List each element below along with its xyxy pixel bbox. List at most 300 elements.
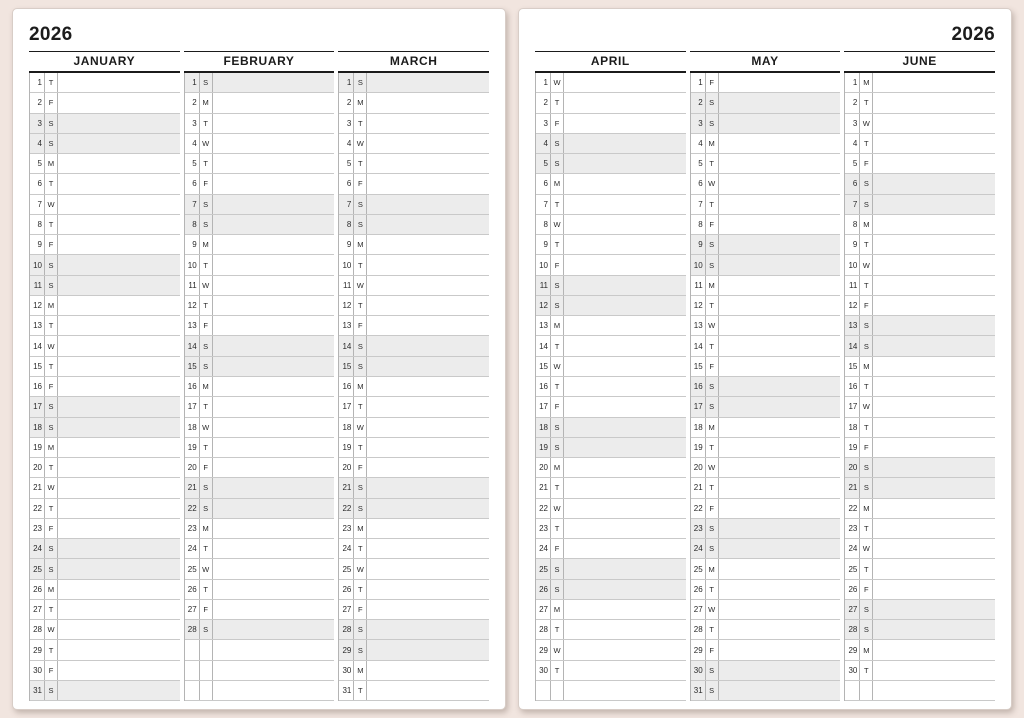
day-number: 9 (536, 235, 551, 254)
day-number: 21 (536, 478, 551, 497)
weekday-letter: F (200, 316, 213, 335)
note-area (213, 661, 335, 680)
note-area (58, 640, 180, 659)
weekday-letter: M (45, 438, 58, 457)
day-number: 11 (536, 276, 551, 295)
day-number: 22 (30, 499, 45, 518)
note-area (873, 357, 995, 376)
weekday-letter: S (200, 620, 213, 639)
month-column-april (535, 51, 686, 701)
note-area (719, 438, 841, 457)
day-number: 2 (691, 93, 706, 112)
note-area (719, 377, 841, 396)
day-number: 26 (185, 580, 200, 599)
note-area (367, 195, 489, 214)
day-number: 17 (339, 397, 354, 416)
weekday-letter: S (551, 438, 564, 457)
empty-day-row (536, 681, 686, 701)
weekday-letter: T (860, 93, 873, 112)
day-row (185, 620, 335, 640)
day-row (185, 397, 335, 417)
day-row (30, 539, 180, 559)
day-number: 18 (185, 418, 200, 437)
weekday-letter: F (860, 438, 873, 457)
note-area (564, 620, 686, 639)
day-number: 31 (30, 681, 45, 700)
note-area (213, 377, 335, 396)
note-area (719, 154, 841, 173)
note-area (213, 73, 335, 92)
day-row (536, 195, 686, 215)
month-column-february (184, 51, 335, 701)
note-area (564, 458, 686, 477)
weekday-letter: T (551, 93, 564, 112)
note-area (213, 174, 335, 193)
note-area (213, 397, 335, 416)
day-number: 21 (691, 478, 706, 497)
weekday-letter: W (354, 134, 367, 153)
weekday-letter: F (860, 296, 873, 315)
day-number: 13 (30, 316, 45, 335)
day-row (185, 539, 335, 559)
day-number (536, 681, 551, 700)
weekday-letter: F (45, 93, 58, 112)
month-grid (690, 73, 841, 701)
day-row (691, 620, 841, 640)
day-number: 22 (185, 499, 200, 518)
weekday-letter: W (200, 134, 213, 153)
day-row (30, 357, 180, 377)
note-area (367, 316, 489, 335)
weekday-letter: F (551, 255, 564, 274)
day-row (691, 580, 841, 600)
day-row (30, 93, 180, 113)
weekday-letter (200, 661, 213, 680)
day-row (691, 114, 841, 134)
empty-day-row (845, 681, 995, 701)
day-number (845, 681, 860, 700)
day-number: 23 (845, 519, 860, 538)
note-area (58, 357, 180, 376)
day-row (845, 580, 995, 600)
weekday-letter: T (200, 114, 213, 133)
day-number: 7 (536, 195, 551, 214)
day-number (185, 640, 200, 659)
day-row (691, 235, 841, 255)
day-number: 10 (30, 255, 45, 274)
day-row (845, 255, 995, 275)
weekday-letter: S (45, 276, 58, 295)
day-row (536, 478, 686, 498)
months-row-left (29, 51, 489, 701)
note-area (213, 235, 335, 254)
day-row (30, 519, 180, 539)
note-area (564, 195, 686, 214)
day-number: 25 (536, 559, 551, 578)
weekday-letter: T (551, 519, 564, 538)
note-area (367, 661, 489, 680)
weekday-letter: S (354, 478, 367, 497)
weekday-letter: W (45, 195, 58, 214)
weekday-letter: F (706, 215, 719, 234)
weekday-letter: M (551, 174, 564, 193)
note-area (873, 559, 995, 578)
weekday-letter: S (551, 418, 564, 437)
day-number: 26 (845, 580, 860, 599)
note-area (367, 377, 489, 396)
note-area (58, 600, 180, 619)
day-number: 8 (185, 215, 200, 234)
day-row (536, 620, 686, 640)
note-area (719, 499, 841, 518)
note-area (58, 681, 180, 700)
note-area (719, 316, 841, 335)
day-row (30, 276, 180, 296)
note-area (58, 397, 180, 416)
day-row (536, 661, 686, 681)
note-area (58, 336, 180, 355)
weekday-letter: T (45, 174, 58, 193)
day-row (691, 336, 841, 356)
note-area (58, 255, 180, 274)
weekday-letter: W (860, 539, 873, 558)
weekday-letter: S (45, 418, 58, 437)
day-row (845, 336, 995, 356)
weekday-letter: M (551, 600, 564, 619)
weekday-letter: T (551, 620, 564, 639)
note-area (58, 478, 180, 497)
day-row (845, 215, 995, 235)
weekday-letter: S (200, 499, 213, 518)
weekday-letter: S (354, 336, 367, 355)
month-column-may (690, 51, 841, 701)
day-number: 18 (845, 418, 860, 437)
note-area (873, 478, 995, 497)
note-area (873, 519, 995, 538)
weekday-letter: F (200, 600, 213, 619)
note-area (564, 539, 686, 558)
day-row (30, 336, 180, 356)
weekday-letter: T (45, 73, 58, 92)
day-number: 13 (691, 316, 706, 335)
note-area (564, 559, 686, 578)
note-area (58, 559, 180, 578)
note-area (58, 499, 180, 518)
weekday-letter: S (706, 114, 719, 133)
day-row (845, 174, 995, 194)
weekday-letter: M (860, 215, 873, 234)
weekday-letter: S (860, 458, 873, 477)
day-row (30, 397, 180, 417)
note-area (873, 235, 995, 254)
months-row-right (535, 51, 995, 701)
day-row (339, 114, 489, 134)
weekday-letter: S (860, 195, 873, 214)
day-row (845, 316, 995, 336)
day-row (185, 174, 335, 194)
day-number: 6 (339, 174, 354, 193)
empty-day-row (185, 640, 335, 660)
note-area (367, 478, 489, 497)
weekday-letter: T (706, 580, 719, 599)
weekday-letter: S (860, 620, 873, 639)
weekday-letter: M (551, 458, 564, 477)
weekday-letter: S (354, 499, 367, 518)
weekday-letter: F (45, 377, 58, 396)
weekday-letter: S (45, 539, 58, 558)
day-row (30, 640, 180, 660)
day-row (30, 600, 180, 620)
day-row (30, 255, 180, 275)
weekday-letter: S (551, 296, 564, 315)
weekday-letter: S (551, 580, 564, 599)
note-area (719, 276, 841, 295)
note-area (564, 418, 686, 437)
weekday-letter: F (860, 154, 873, 173)
day-row (30, 377, 180, 397)
day-number: 11 (339, 276, 354, 295)
day-number: 31 (691, 681, 706, 700)
day-number: 7 (339, 195, 354, 214)
weekday-letter: W (706, 458, 719, 477)
day-number: 8 (691, 215, 706, 234)
weekday-letter: M (860, 640, 873, 659)
month-grid (844, 73, 995, 701)
weekday-letter: S (860, 174, 873, 193)
note-area (213, 296, 335, 315)
day-row (845, 620, 995, 640)
day-row (185, 134, 335, 154)
day-number: 9 (339, 235, 354, 254)
weekday-letter: T (706, 478, 719, 497)
weekday-letter: M (706, 276, 719, 295)
weekday-letter: W (706, 316, 719, 335)
day-number: 28 (536, 620, 551, 639)
weekday-letter: S (860, 600, 873, 619)
day-row (185, 154, 335, 174)
day-number: 28 (30, 620, 45, 639)
weekday-letter: M (45, 296, 58, 315)
weekday-letter: T (860, 134, 873, 153)
weekday-letter: M (860, 357, 873, 376)
note-area (873, 640, 995, 659)
day-row (30, 418, 180, 438)
note-area (564, 478, 686, 497)
day-row (536, 114, 686, 134)
day-number: 6 (185, 174, 200, 193)
day-row (185, 114, 335, 134)
note-area (873, 539, 995, 558)
day-number: 3 (845, 114, 860, 133)
weekday-letter: T (354, 539, 367, 558)
note-area (564, 215, 686, 234)
weekday-letter: M (200, 519, 213, 538)
note-area (213, 357, 335, 376)
day-number: 3 (339, 114, 354, 133)
day-row (691, 195, 841, 215)
note-area (213, 316, 335, 335)
weekday-letter: T (860, 661, 873, 680)
year-label-left: 2026 (29, 24, 73, 45)
day-number: 11 (30, 276, 45, 295)
day-number: 20 (536, 458, 551, 477)
day-row (185, 93, 335, 113)
day-row (536, 235, 686, 255)
note-area (367, 357, 489, 376)
weekday-letter: T (200, 438, 213, 457)
day-number: 22 (691, 499, 706, 518)
day-number: 19 (339, 438, 354, 457)
day-number: 19 (185, 438, 200, 457)
note-area (213, 600, 335, 619)
note-area (367, 174, 489, 193)
day-row (845, 134, 995, 154)
day-row (536, 73, 686, 93)
day-row (339, 336, 489, 356)
day-number: 15 (185, 357, 200, 376)
day-number: 16 (339, 377, 354, 396)
note-area (213, 539, 335, 558)
note-area (213, 478, 335, 497)
day-number: 30 (339, 661, 354, 680)
note-area (719, 336, 841, 355)
note-area (873, 397, 995, 416)
weekday-letter: M (354, 519, 367, 538)
day-row (691, 276, 841, 296)
day-number: 11 (845, 276, 860, 295)
weekday-letter: T (706, 620, 719, 639)
day-row (691, 418, 841, 438)
day-number: 14 (30, 336, 45, 355)
day-number: 12 (339, 296, 354, 315)
day-row (536, 255, 686, 275)
weekday-letter: T (706, 296, 719, 315)
note-area (873, 336, 995, 355)
day-number: 29 (691, 640, 706, 659)
page-left (12, 8, 506, 710)
day-number: 14 (691, 336, 706, 355)
day-number: 7 (845, 195, 860, 214)
day-row (691, 539, 841, 559)
weekday-letter: F (45, 661, 58, 680)
note-area (719, 114, 841, 133)
month-title: APRIL (535, 51, 686, 73)
note-area (564, 499, 686, 518)
day-row (536, 134, 686, 154)
day-number: 21 (185, 478, 200, 497)
day-row (339, 418, 489, 438)
note-area (564, 316, 686, 335)
weekday-letter: T (706, 438, 719, 457)
weekday-letter: T (354, 438, 367, 457)
day-number: 10 (691, 255, 706, 274)
note-area (213, 438, 335, 457)
day-row (691, 640, 841, 660)
day-number: 4 (845, 134, 860, 153)
note-area (367, 681, 489, 700)
weekday-letter: S (706, 519, 719, 538)
day-row (691, 681, 841, 701)
month-grid (29, 73, 180, 701)
day-row (691, 478, 841, 498)
note-area (367, 640, 489, 659)
weekday-letter: M (706, 559, 719, 578)
day-row (691, 600, 841, 620)
weekday-letter: T (860, 235, 873, 254)
day-row (536, 580, 686, 600)
empty-day-row (185, 681, 335, 701)
day-row (536, 174, 686, 194)
weekday-letter: T (860, 418, 873, 437)
day-number: 6 (30, 174, 45, 193)
day-row (691, 154, 841, 174)
note-area (367, 438, 489, 457)
day-row (339, 499, 489, 519)
note-area (873, 114, 995, 133)
note-area (213, 336, 335, 355)
weekday-letter: F (354, 600, 367, 619)
note-area (719, 559, 841, 578)
day-row (691, 296, 841, 316)
weekday-letter: S (706, 397, 719, 416)
day-row (339, 174, 489, 194)
weekday-letter: S (200, 357, 213, 376)
weekday-letter: M (354, 93, 367, 112)
weekday-letter: S (706, 539, 719, 558)
month-title: MARCH (338, 51, 489, 73)
day-row (339, 600, 489, 620)
day-row (185, 215, 335, 235)
weekday-letter: W (354, 276, 367, 295)
day-row (185, 73, 335, 93)
day-row (185, 357, 335, 377)
day-number: 1 (691, 73, 706, 92)
note-area (873, 276, 995, 295)
note-area (719, 93, 841, 112)
weekday-letter: F (45, 519, 58, 538)
day-row (536, 377, 686, 397)
note-area (564, 134, 686, 153)
day-row (536, 458, 686, 478)
day-number: 12 (845, 296, 860, 315)
weekday-letter (200, 640, 213, 659)
note-area (367, 559, 489, 578)
note-area (58, 539, 180, 558)
day-row (691, 559, 841, 579)
weekday-letter: T (354, 681, 367, 700)
note-area (873, 620, 995, 639)
note-area (719, 255, 841, 274)
weekday-letter: S (706, 255, 719, 274)
note-area (873, 418, 995, 437)
day-row (185, 195, 335, 215)
note-area (213, 255, 335, 274)
note-area (564, 296, 686, 315)
note-area (367, 600, 489, 619)
weekday-letter: T (551, 336, 564, 355)
day-number: 15 (30, 357, 45, 376)
weekday-letter: M (706, 134, 719, 153)
day-row (30, 620, 180, 640)
note-area (367, 296, 489, 315)
note-area (367, 93, 489, 112)
weekday-letter: F (551, 539, 564, 558)
day-number: 20 (339, 458, 354, 477)
note-area (564, 235, 686, 254)
weekday-letter: S (551, 559, 564, 578)
day-row (185, 418, 335, 438)
month-title: JANUARY (29, 51, 180, 73)
